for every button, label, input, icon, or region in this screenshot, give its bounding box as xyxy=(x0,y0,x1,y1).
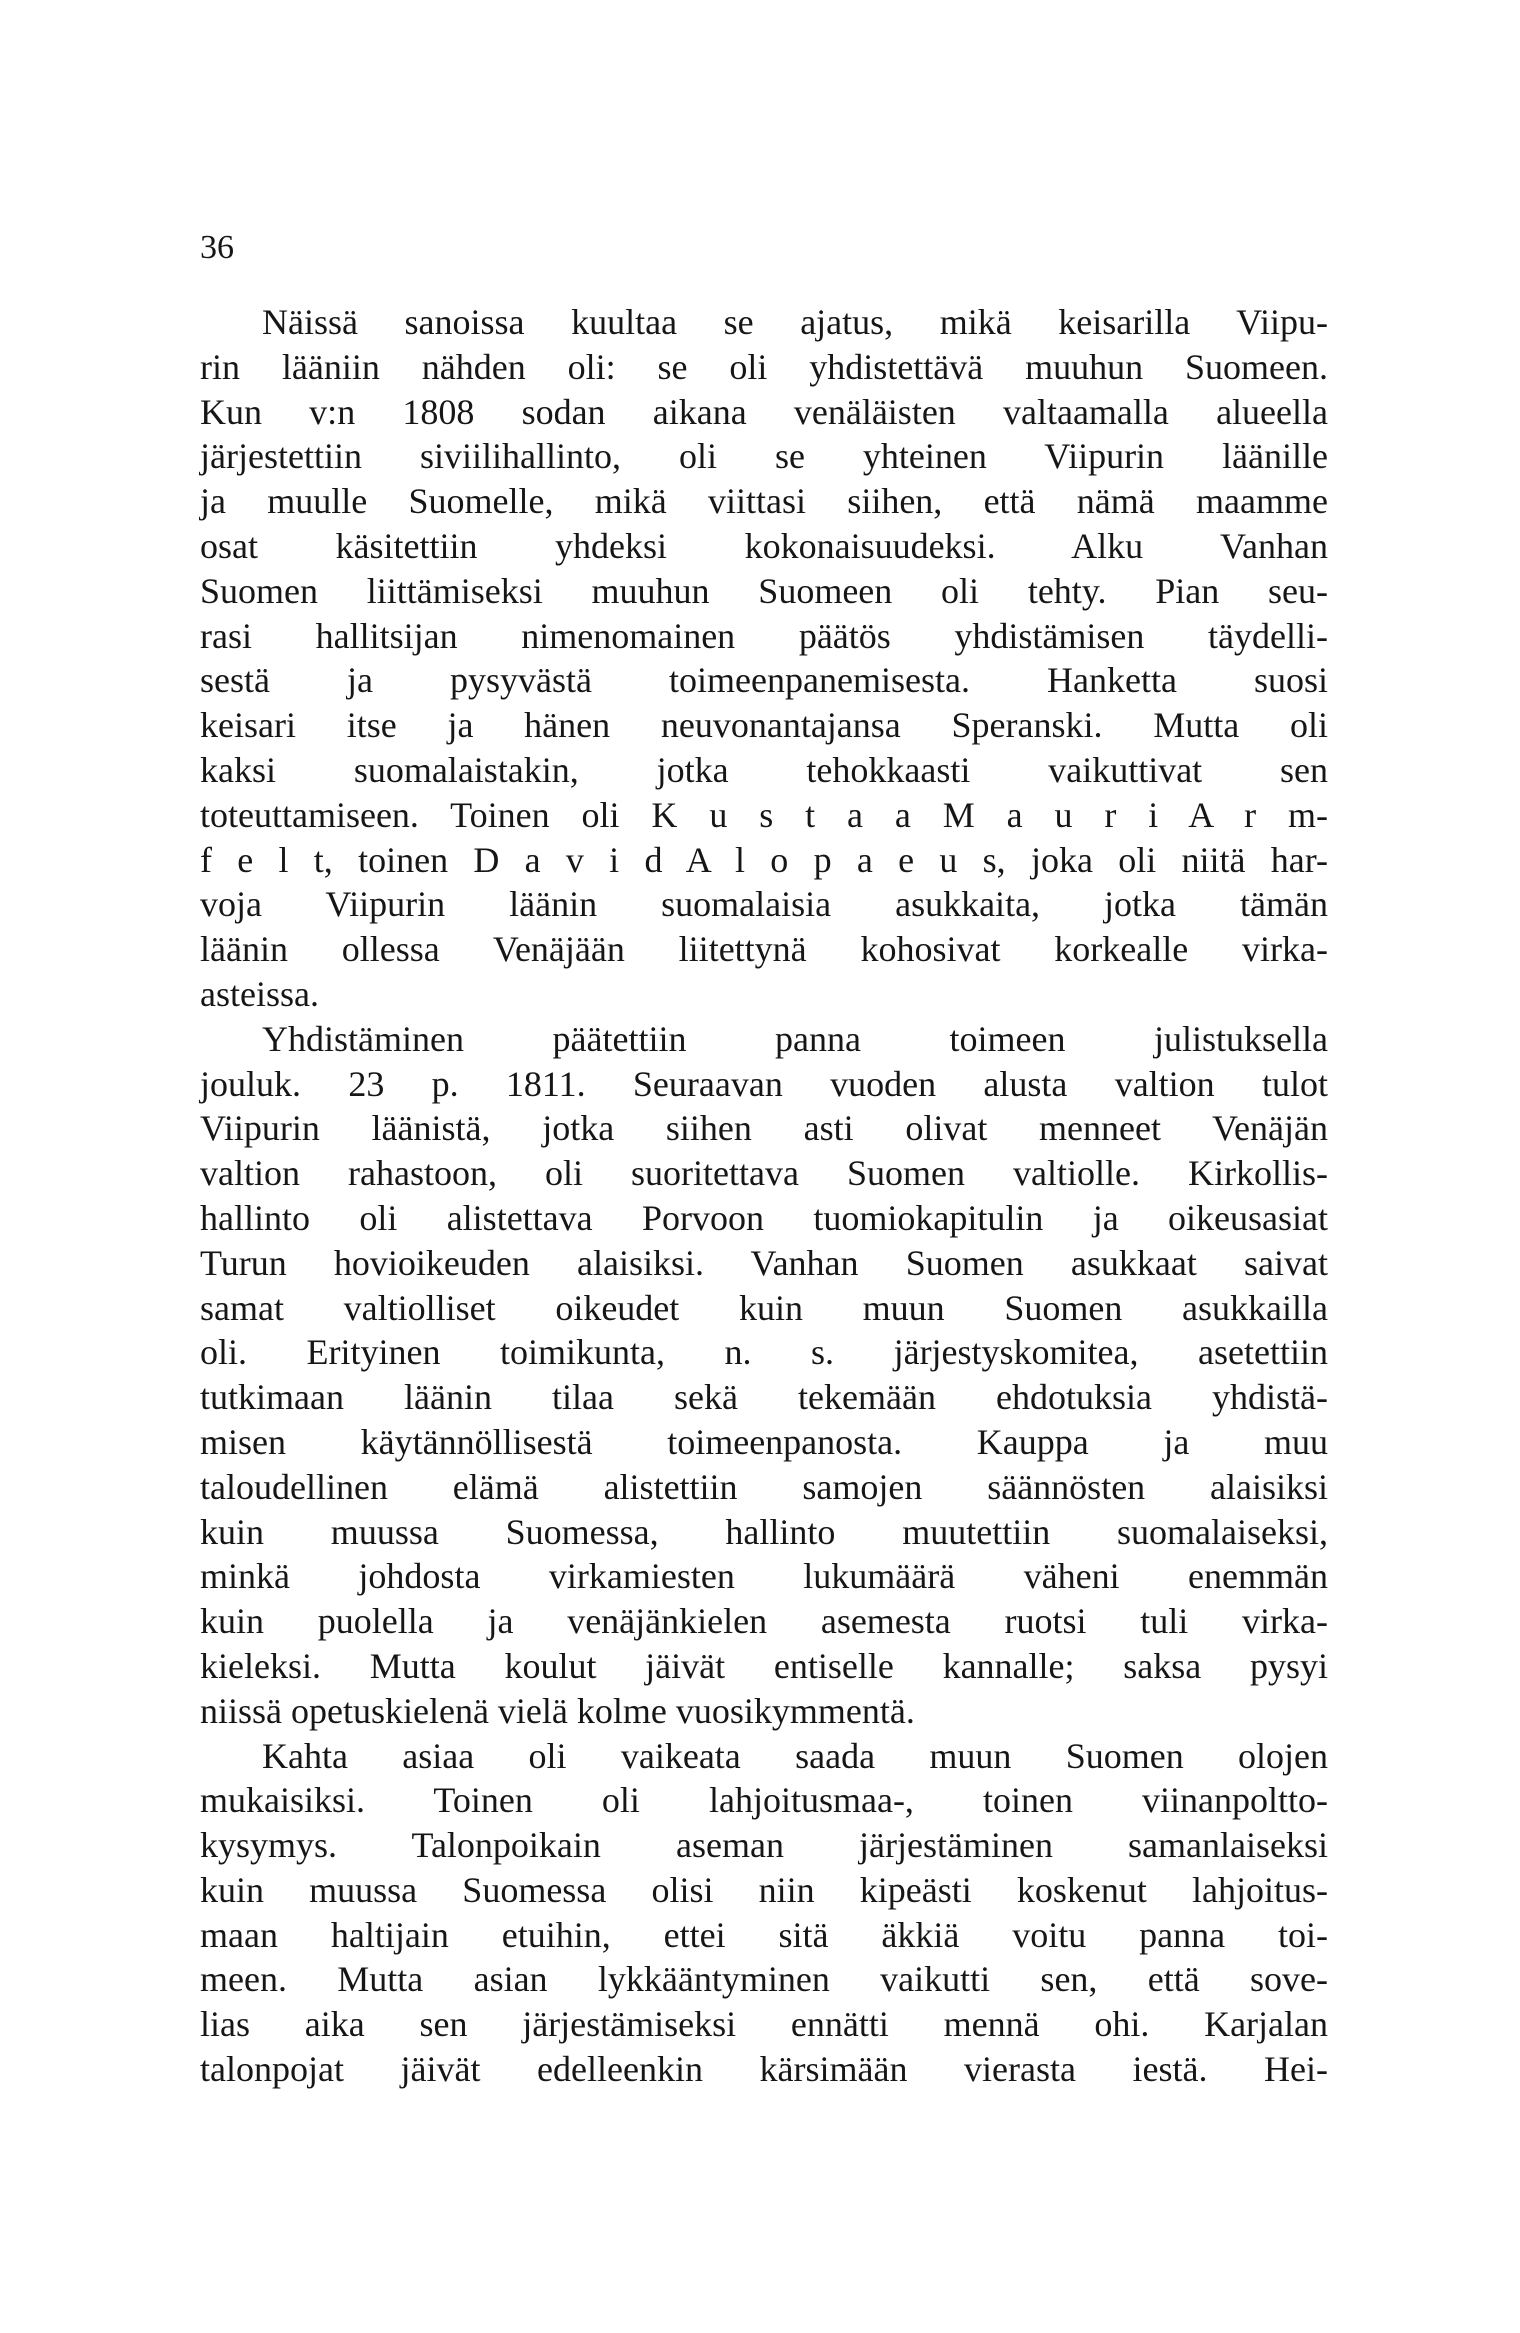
text-line: Suomen liittämiseksi muuhun Suomeen oli tehty. Pian seu- xyxy=(200,570,1328,611)
text-line: kuin muussa Suomessa, hallinto muutettiin suomalaiseksi, xyxy=(200,1511,1328,1552)
text-line: niissä opetuskielenä vielä kolme vuosikymmentä. xyxy=(200,1690,915,1731)
text-line: kuin puolella ja venäjänkielen asemesta ruotsi tuli virka- xyxy=(200,1601,1328,1642)
text-line: keisari itse ja hänen neuvonantajansa Speranski. Mutta oli xyxy=(200,705,1328,746)
page-number: 36 xyxy=(200,229,234,266)
text-line: rasi hallitsijan nimenomainen päätös yhdistämisen täydelli- xyxy=(200,615,1328,656)
text-line: oli. Erityinen toimikunta, n. s. järjestyskomitea, asetettiin xyxy=(200,1332,1328,1373)
text-line: lias aika sen järjestämiseksi ennätti mennä ohi. Karjalan xyxy=(200,2004,1328,2045)
text-line: rin lääniin nähden oli: se oli yhdistettävä muuhun Suomeen. xyxy=(200,346,1328,387)
text-line: f e l t, toinen D a v i d A l o p a e u s, joka oli niitä har- xyxy=(200,839,1328,880)
text-line: mukaisiksi. Toinen oli lahjoitusmaa-, toinen viinanpoltto- xyxy=(200,1780,1328,1821)
text-line: kuin muussa Suomessa olisi niin kipeästi koskenut lahjoitus- xyxy=(200,1869,1328,1910)
text-line: toteuttamiseen. Toinen oli K u s t a a M a u r i A r m- xyxy=(200,794,1328,835)
text-line: talonpojat jäivät edelleenkin kärsimään vierasta iestä. Hei- xyxy=(200,2049,1328,2090)
text-line: maan haltijain etuihin, ettei sitä äkkiä voitu panna toi- xyxy=(200,1914,1328,1955)
text-line: kieleksi. Mutta koulut jäivät entiselle kannalle; saksa pysyi xyxy=(200,1645,1328,1686)
text-line: Kahta asiaa oli vaikeata saada muun Suomen olojen xyxy=(262,1735,1328,1776)
text-line: Turun hovioikeuden alaisiksi. Vanhan Suomen asukkaat saivat xyxy=(200,1242,1328,1283)
text-line: kysymys. Talonpoikain aseman järjestäminen samanlaiseksi xyxy=(200,1825,1328,1866)
text-line: Näissä sanoissa kuultaa se ajatus, mikä keisarilla Viipu- xyxy=(262,302,1328,342)
text-line: Kun v:n 1808 sodan aikana venäläisten valtaamalla alueella xyxy=(200,391,1328,432)
text-line: hallinto oli alistettava Porvoon tuomiokapitulin ja oikeusasiat xyxy=(200,1197,1328,1238)
text-line: sestä ja pysyvästä toimeenpanemisesta. Hanketta suosi xyxy=(200,660,1328,701)
text-line: läänin ollessa Venäjään liitettynä kohosivat korkealle virka- xyxy=(200,929,1328,970)
text-line: asteissa. xyxy=(200,973,319,1014)
text-line: samat valtiolliset oikeudet kuin muun Suomen asukkailla xyxy=(200,1287,1328,1328)
text-line: minkä johdosta virkamiesten lukumäärä väheni enemmän xyxy=(200,1556,1328,1597)
text-line: tutkimaan läänin tilaa sekä tekemään ehdotuksia yhdistä- xyxy=(200,1377,1328,1418)
text-line: meen. Mutta asian lykkääntyminen vaikutti sen, että sove- xyxy=(200,1959,1328,2000)
text-line: järjestettiin siviilihallinto, oli se yhteinen Viipurin läänille xyxy=(200,436,1328,477)
text-line: valtion rahastoon, oli suoritettava Suomen valtiolle. Kirkollis- xyxy=(200,1153,1328,1194)
text-line: taloudellinen elämä alistettiin samojen säännösten alaisiksi xyxy=(200,1466,1328,1507)
body-text xyxy=(200,300,1328,2092)
text-line: osat käsitettiin yhdeksi kokonaisuudeksi. Alku Vanhan xyxy=(200,525,1328,566)
text-line: ja muulle Suomelle, mikä viittasi siihen, että nämä maamme xyxy=(200,481,1328,522)
text-line: voja Viipurin läänin suomalaisia asukkaita, jotka tämän xyxy=(200,884,1328,925)
text-line: kaksi suomalaistakin, jotka tehokkaasti vaikuttivat sen xyxy=(200,749,1328,790)
text-line: Viipurin läänistä, jotka siihen asti olivat menneet Venäjän xyxy=(200,1108,1328,1149)
text-line: Yhdistäminen päätettiin panna toimeen julistuksella xyxy=(262,1018,1328,1059)
text-line: jouluk. 23 p. 1811. Seuraavan vuoden alusta valtion tulot xyxy=(200,1063,1328,1104)
text-line: misen käytännöllisestä toimeenpanosta. Kauppa ja muu xyxy=(200,1421,1328,1462)
